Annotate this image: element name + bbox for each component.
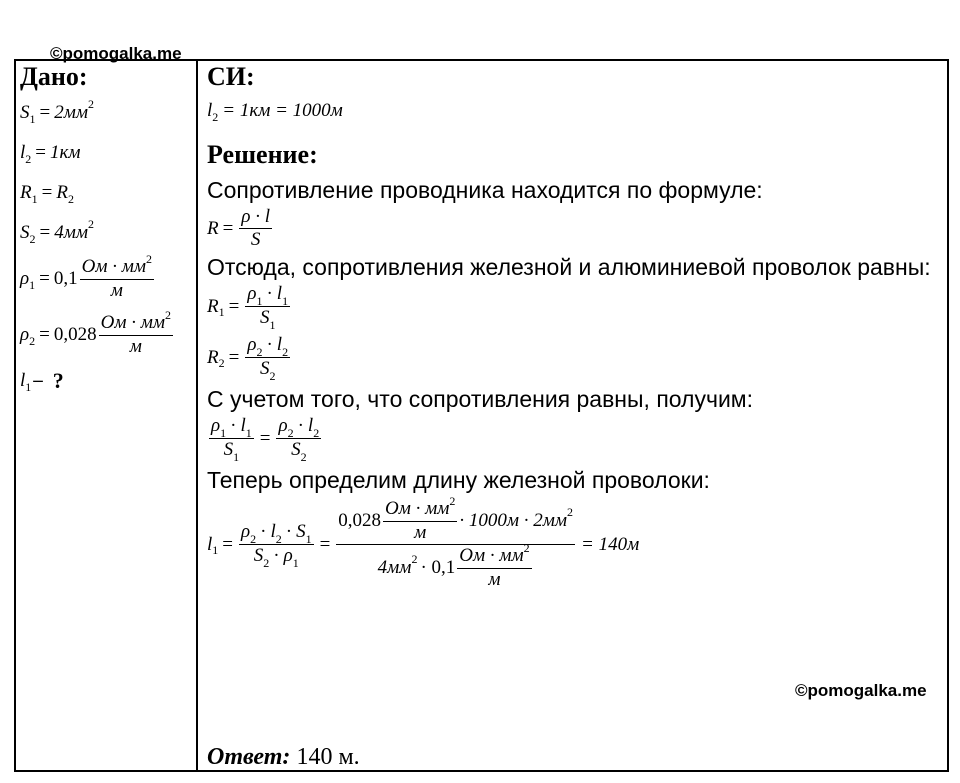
solution-paragraph-3: С учетом того, что сопротивления равны, получим: (207, 386, 754, 412)
given-heading: Дано: (20, 62, 88, 91)
answer-line (207, 742, 360, 772)
solution-paragraph-1: Сопротивление проводника находится по формуле: (207, 177, 763, 203)
si-heading: СИ: (207, 62, 255, 91)
formula-equality: $\frac{\rho_1 \cdot l_1}{S_1}$ = $\frac{\rho_2 \cdot l_2}{S_2}$ (211, 415, 320, 464)
given-s1: S 1 = 2мм 2 (20, 96, 94, 126)
watermark-top: ©pomogalka.me (50, 44, 182, 63)
answer-label: Ответ: (207, 744, 291, 770)
given-column (20, 62, 192, 394)
given-l2: l 2 = 1км (20, 142, 81, 166)
formula-final: l 1 = $\frac{\rho_2 \cdot l_2 \cdot S_1}{S_2 \cdot \rho_1}$ = 0,028 $\frac{Ом \cdot мм^2}{м}$ · 1000м · 2мм 2 4мм 2 · 0,1 $\frac{Ом \cdot мм^2}{м}$ = 140м (207, 494, 640, 590)
column-divider (196, 59, 198, 772)
formula-r1: R 1 = $\frac{\rho_1 \cdot l_1}{S_1}$ (207, 283, 289, 332)
solution-column (207, 62, 942, 591)
formula-resistance: R = $\frac{\rho \cdot l}{S}$ (207, 206, 270, 250)
formula-r2: R 2 = $\frac{\rho_2 \cdot l_2}{S_2}$ (207, 334, 289, 383)
given-r-equal: R 1 = R 2 (20, 182, 74, 206)
solution-heading: Решение: (207, 140, 318, 169)
watermark-bottom: ©pomogalka.me (795, 681, 927, 700)
solution-paragraph-4: Теперь определим длину железной проволоки: (207, 467, 710, 493)
given-find: l 1 – ? (20, 368, 64, 394)
solution-paragraph-2: Отсюда, сопротивления железной и алюминиевой проволок равны: (207, 254, 931, 280)
given-rho1: ρ 1 = 0,1 $\frac{Ом \cdot мм^2}{м}$ (20, 252, 152, 301)
si-conversion: l 2 = 1км = 1000м (207, 100, 343, 124)
given-s2: S 2 = 4мм 2 (20, 216, 94, 246)
answer-value: 140 м. (290, 744, 360, 770)
given-rho2: ρ 2 = 0,028 $\frac{Ом \cdot мм^2}{м}$ (20, 308, 171, 357)
